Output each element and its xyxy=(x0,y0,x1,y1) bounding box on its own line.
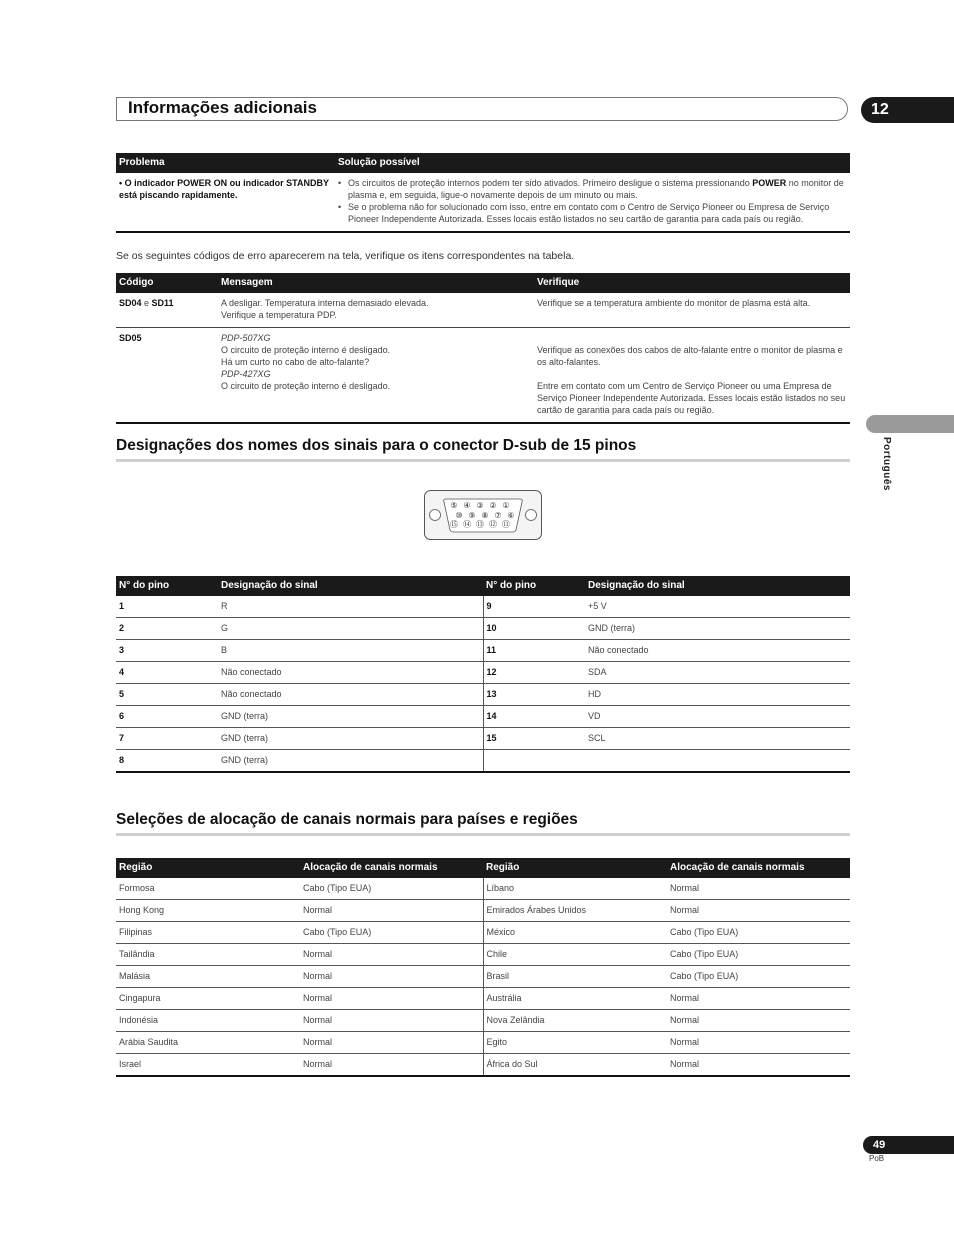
signal-name: R xyxy=(218,596,483,618)
message-line: O circuito de proteção interno é desligado. xyxy=(221,345,391,355)
channel-allocation: Cabo (Tipo EUA) xyxy=(667,922,850,944)
pin-label: ① xyxy=(502,501,510,510)
table-row xyxy=(116,1032,850,1054)
header-problem: Problema xyxy=(116,153,335,173)
channel-allocation: Normal xyxy=(667,1010,850,1032)
pin-label: ⑤ xyxy=(450,501,458,510)
pin-label: ⑩ xyxy=(455,511,463,520)
channel-allocation: Normal xyxy=(300,1032,483,1054)
pin-number: 10 xyxy=(483,618,585,640)
region-name: Nova Zelândia xyxy=(483,1010,667,1032)
pin-number: 11 xyxy=(483,640,585,662)
signal-name: Não conectado xyxy=(218,662,483,684)
header-check: Verifique xyxy=(534,273,850,293)
signal-name: G xyxy=(218,618,483,640)
language-code: PoB xyxy=(869,1154,885,1163)
signal-name: GND (terra) xyxy=(218,706,483,728)
pin-number: 14 xyxy=(483,706,585,728)
table-row xyxy=(116,922,850,944)
dsub-connector-diagram xyxy=(424,490,542,540)
pin-number: 7 xyxy=(116,728,218,750)
pin-label: ④ xyxy=(463,501,471,510)
code-label: SD05 xyxy=(119,333,142,343)
pin-number: 2 xyxy=(116,618,218,640)
pin-label: ② xyxy=(489,501,497,510)
region-name: México xyxy=(483,922,667,944)
signal-name xyxy=(585,750,850,773)
problem-cell: • O indicador POWER ON ou indicador STANDBY está piscando rapidamente. xyxy=(119,178,329,200)
pin-label: ⑧ xyxy=(481,511,489,520)
solution-text: Os circuitos de proteção internos podem ter sido ativados. Primeiro desligue o sistema pressionando xyxy=(348,178,753,188)
message-cell xyxy=(218,328,534,424)
signal-name: +5 V xyxy=(585,596,850,618)
table-row xyxy=(116,966,850,988)
region-name: Austrália xyxy=(483,988,667,1010)
pin-number: 6 xyxy=(116,706,218,728)
message-cell xyxy=(218,293,534,328)
region-name: Indonésia xyxy=(116,1010,300,1032)
header-message: Mensagem xyxy=(218,273,534,293)
solution-cell xyxy=(335,173,850,232)
region-table xyxy=(116,858,850,1077)
code-cell xyxy=(116,328,218,424)
signal-name: GND (terra) xyxy=(218,728,483,750)
header-pin-number: N° do pino xyxy=(116,576,218,596)
signal-name: Não conectado xyxy=(585,640,850,662)
region-name: Brasil xyxy=(483,966,667,988)
region-name: Malásia xyxy=(116,966,300,988)
header-region: Região xyxy=(116,858,300,878)
channel-allocation: Cabo (Tipo EUA) xyxy=(300,922,483,944)
region-name: Formosa xyxy=(116,878,300,900)
signal-name: GND (terra) xyxy=(585,618,850,640)
dsub-section-title: Designações dos nomes dos sinais para o conector D-sub de 15 pinos xyxy=(116,437,637,454)
channel-allocation: Cabo (Tipo EUA) xyxy=(300,878,483,900)
channel-allocation: Normal xyxy=(667,1032,850,1054)
table-row xyxy=(116,706,850,728)
code-cell xyxy=(116,293,218,328)
message-line: O circuito de proteção interno é desligado. xyxy=(221,381,391,391)
pin-number: 4 xyxy=(116,662,218,684)
table-row xyxy=(116,596,850,618)
header-signal: Designação do sinal xyxy=(218,576,483,596)
header-signal: Designação do sinal xyxy=(585,576,850,596)
code-label: SD11 xyxy=(151,298,174,308)
header-code: Código xyxy=(116,273,218,293)
pin-number: 15 xyxy=(483,728,585,750)
pin-table-body xyxy=(116,596,850,772)
table-row xyxy=(116,662,850,684)
error-code-table xyxy=(116,273,850,424)
region-name: Emirados Árabes Unidos xyxy=(483,900,667,922)
header-channel: Alocação de canais normais xyxy=(300,858,483,878)
channel-allocation: Normal xyxy=(300,1010,483,1032)
code-joiner: e xyxy=(141,298,152,308)
pin-label: ⑥ xyxy=(507,511,515,520)
page-number: 49 xyxy=(863,1136,954,1154)
language-tab xyxy=(866,415,954,433)
table-row xyxy=(116,900,850,922)
signal-name: B xyxy=(218,640,483,662)
region-name: Líbano xyxy=(483,878,667,900)
table-row xyxy=(116,640,850,662)
region-name: África do Sul xyxy=(483,1054,667,1077)
pin-label: ⑬ xyxy=(476,520,484,529)
channel-allocation: Cabo (Tipo EUA) xyxy=(667,944,850,966)
check-line: Verifique as conexões dos cabos de alto-falante entre o monitor de plasma e os alto-falantes. xyxy=(537,345,843,367)
chapter-number: 12 xyxy=(861,97,954,123)
region-name: Israel xyxy=(119,1059,142,1069)
problem-table xyxy=(116,153,850,233)
region-name: Hong Kong xyxy=(116,900,300,922)
region-table-body xyxy=(116,878,850,1076)
region-name: Tailândia xyxy=(116,944,300,966)
pin-number: 9 xyxy=(483,596,585,618)
table-row xyxy=(116,618,850,640)
signal-name: Não conectado xyxy=(218,684,483,706)
pin-label: ⑦ xyxy=(494,511,502,520)
channel-allocation: Normal xyxy=(300,900,483,922)
channel-allocation: Normal xyxy=(303,1059,333,1069)
region-name: Cingapura xyxy=(116,988,300,1010)
pin-number: 8 xyxy=(119,755,125,765)
check-line: Entre em contato com um Centro de Serviço Pioneer ou uma Empresa de Serviço Pioneer Independente Autorizada. Esses locais estão listados no seu cartão de garantia para cada país ou região. xyxy=(537,381,846,415)
pin-label: ⑭ xyxy=(463,520,471,529)
pin-number: 3 xyxy=(116,640,218,662)
screw-hole-right xyxy=(526,510,537,521)
region-name: Chile xyxy=(483,944,667,966)
table-row xyxy=(116,293,850,328)
table-row xyxy=(116,944,850,966)
region-name: Filipinas xyxy=(116,922,300,944)
solution-item: • Se o problema não for solucionado com isso, entre em contato com o Centro de Serviço Pioneer ou Empresa de Serviço Pioneer Independente Autorizada. Esses locais estão listados no seu cartão de garantia para cada país ou região. xyxy=(348,201,847,225)
pin-number: 1 xyxy=(116,596,218,618)
region-section-title: Seleções de alocação de canais normais para países e regiões xyxy=(116,811,578,828)
pin-label: ⑫ xyxy=(489,520,497,529)
table-row xyxy=(116,173,850,232)
screw-hole-left xyxy=(430,510,441,521)
table-row xyxy=(116,1010,850,1032)
power-label: POWER xyxy=(752,178,787,188)
table-row xyxy=(116,750,850,773)
page-title: Informações adicionais xyxy=(128,98,317,117)
header-pin-number: N° do pino xyxy=(483,576,585,596)
signal-name: GND (terra) xyxy=(221,755,268,765)
pin-label: ⑮ xyxy=(450,520,458,529)
language-label: Português xyxy=(881,437,892,491)
signal-name: VD xyxy=(585,706,850,728)
pin-table xyxy=(116,576,850,773)
pin-label: ③ xyxy=(476,501,484,510)
signal-name: SDA xyxy=(585,662,850,684)
channel-allocation: Normal xyxy=(300,966,483,988)
solution-text: no monitor de plasma e, em seguida, ligue-o novamente depois de um minuto ou mais. xyxy=(348,178,844,200)
code-label: SD04 xyxy=(119,298,142,308)
pin-number xyxy=(483,750,585,773)
message-line: Há um curto no cabo de alto-falante? xyxy=(221,357,370,367)
channel-allocation: Cabo (Tipo EUA) xyxy=(667,966,850,988)
channel-allocation: Normal xyxy=(667,878,850,900)
table-row xyxy=(116,728,850,750)
region-name: Egito xyxy=(483,1032,667,1054)
channel-allocation: Normal xyxy=(300,988,483,1010)
table-row xyxy=(116,684,850,706)
solution-item xyxy=(348,177,847,201)
message-line: Verifique a temperatura PDP. xyxy=(221,310,337,320)
pin-number: 12 xyxy=(483,662,585,684)
solution-list xyxy=(338,177,847,225)
channel-allocation: Normal xyxy=(670,1059,700,1069)
signal-name: SCL xyxy=(585,728,850,750)
model-label: PDP-427XG xyxy=(221,369,271,379)
table-row xyxy=(116,1054,850,1077)
table-row xyxy=(116,878,850,900)
intro-text: Se os seguintes códigos de erro aparecerem na tela, verifique os itens correspondentes na tabela. xyxy=(116,250,575,262)
pin-number: 5 xyxy=(116,684,218,706)
section-rule xyxy=(116,459,850,462)
model-label: PDP-507XG xyxy=(221,333,271,343)
check-cell xyxy=(534,328,850,424)
channel-allocation: Normal xyxy=(667,988,850,1010)
header-channel: Alocação de canais normais xyxy=(667,858,850,878)
header-solution: Solução possível xyxy=(335,153,850,173)
channel-allocation: Normal xyxy=(667,900,850,922)
message-line: A desligar. Temperatura interna demasiado elevada. xyxy=(221,298,429,308)
pin-number: 13 xyxy=(483,684,585,706)
table-row xyxy=(116,988,850,1010)
table-row xyxy=(116,328,850,424)
pin-label: ⑪ xyxy=(502,520,510,529)
pin-label: ⑨ xyxy=(468,511,476,520)
header-region: Região xyxy=(483,858,667,878)
signal-name: HD xyxy=(585,684,850,706)
check-cell: Verifique se a temperatura ambiente do monitor de plasma está alta. xyxy=(534,293,850,328)
region-name: Arábia Saudita xyxy=(116,1032,300,1054)
channel-allocation: Normal xyxy=(300,944,483,966)
section-rule xyxy=(116,833,850,836)
